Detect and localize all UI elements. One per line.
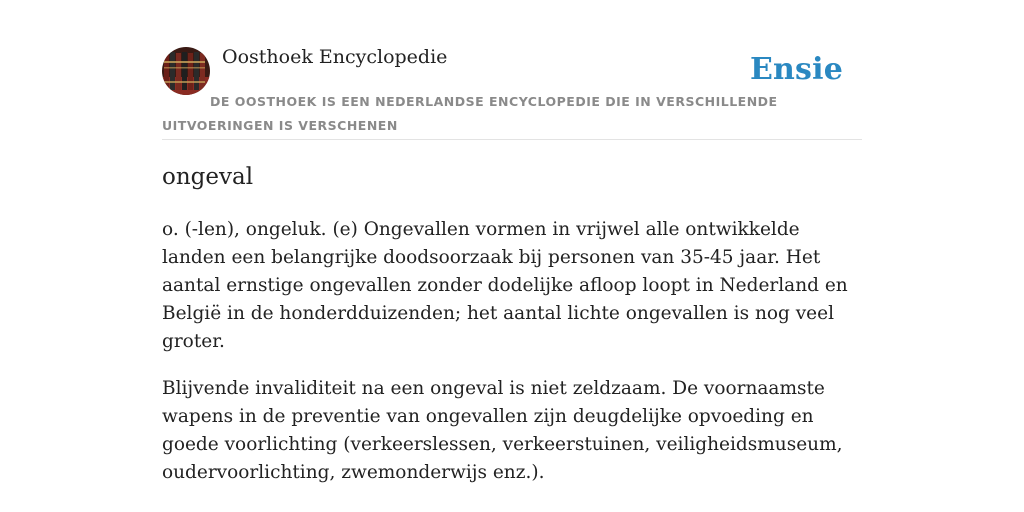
source-description: DE OOSTHOEK IS EEN NEDERLANDSE ENCYCLOPEDIE DIE IN VERSCHILLENDE UITVOERINGEN IS VERSCHENEN xyxy=(162,94,778,133)
entry-body xyxy=(162,216,862,506)
entry-title: ongeval xyxy=(162,164,254,190)
page xyxy=(162,0,862,512)
avatar[interactable] xyxy=(162,47,210,95)
brand-logo[interactable]: Ensie xyxy=(749,52,843,87)
header xyxy=(162,0,862,140)
entry-paragraph: o. (-len), ongeluk. (e) Ongevallen vormen in vrijwel alle ontwikkelde landen een belangrijke doodsoorzaak bij personen van 35-45 jaar. Het aantal ernstige ongevallen zonder dodelijke afloop loopt in Nederland en België in de honderdduizenden; het aantal lichte ongevallen is nog veel groter. xyxy=(162,219,848,352)
entry-paragraph: Blijvende invaliditeit na een ongeval is niet zeldzaam. De voornaamste wapens in de preventie van ongevallen zijn deugdelijke opvoeding en goede voorlichting (verkeerslessen, verkeerstuinen, veiligheidsmuseum, oudervoorlichting, zwemonderwijs enz.). xyxy=(162,378,843,483)
book-spines-icon xyxy=(162,47,210,95)
source-title[interactable]: Oosthoek Encyclopedie xyxy=(222,46,448,68)
